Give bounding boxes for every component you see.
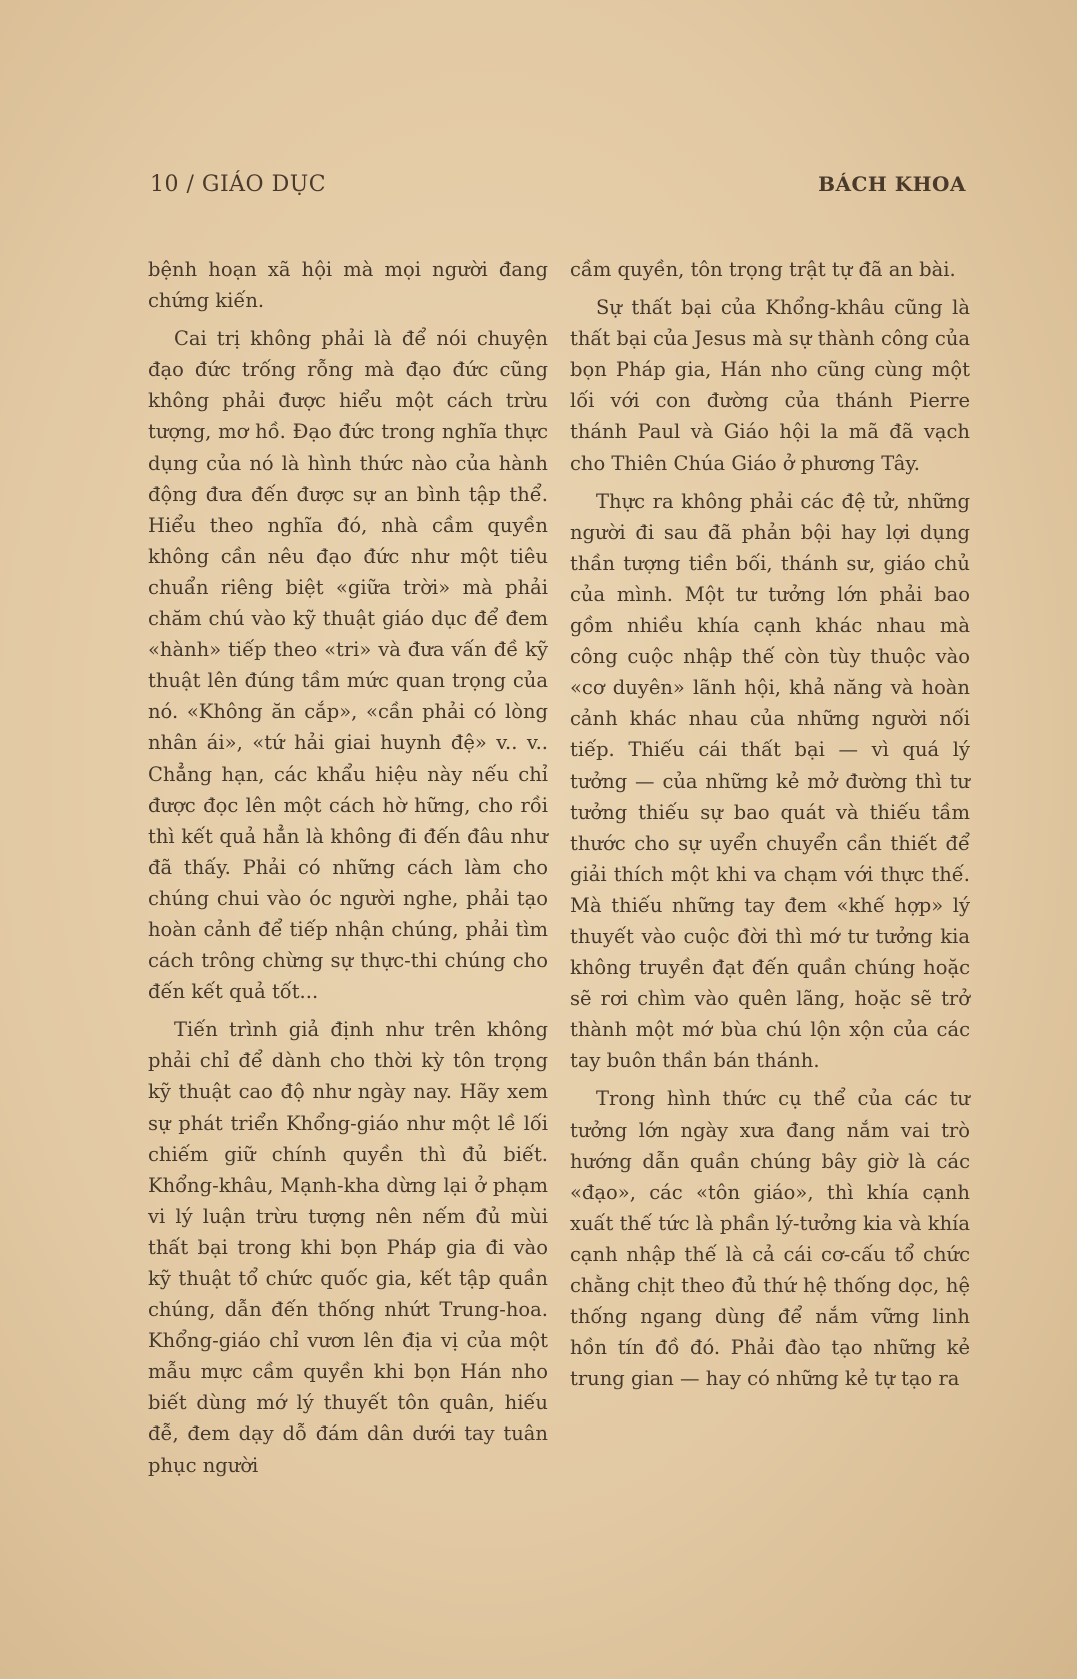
paragraph: Trong hình thức cụ thể của các tư tưởng lớn ngày xưa đang nắm vai trò hướng dẫn quần chúng bây giờ là các «đạo», các «tôn giáo», thì khía cạnh xuất thế tức là phần lý-tưởng kia và khía cạnh nhập thế là cả cái cơ-cấu tổ chức chằng chịt theo đủ thứ hệ thống dọc, hệ thống ngang dùng để nắm vững linh hồn tín đồ đó. Phải đào tạo những kẻ trung gian — hay có những kẻ tự tạo ra	[570, 1087, 970, 1391]
left-column	[148, 254, 548, 1488]
paragraph: Tiến trình giả định như trên không phải chỉ để dành cho thời kỳ tôn trọng kỹ thuật cao độ như ngày nay. Hãy xem sự phát triển Khổng-giáo như một lề lối chiếm giữ chính quyền thì đủ biết. Khổng-khâu, Mạnh-kha dừng lại ở phạm vi lý luận trừu tượng nên nếm đủ mùi thất bại trong khi bọn Pháp gia đi vào kỹ thuật tổ chức quốc gia, kết tập quần chúng, dẫn đến thống nhứt Trung-hoa. Khổng-giáo chỉ vươn lên địa vị của một mẫu mực cầm quyền khi bọn Hán nho biết dùng mớ lý thuyết tôn quân, hiếu đễ, đem dạy dỗ đám dân dưới tay tuân phục người	[148, 1018, 548, 1477]
right-column	[570, 254, 970, 1401]
magazine-title: BÁCH KHOA	[818, 172, 966, 196]
running-header	[150, 172, 966, 197]
paragraph: Cai trị không phải là để nói chuyện đạo đức trống rỗng mà đạo đức cũng không phải được hiểu một cách trừu tượng, mơ hồ. Đạo đức trong nghĩa thực dụng của nó là hình thức nào của hành động đưa đến được sự an bình tập thể. Hiểu theo nghĩa đó, nhà cầm quyền không cần nêu đạo đức như một tiêu chuẩn riêng biệt «giữa trời» mà phải chăm chú vào kỹ thuật giáo dục để đem «hành» tiếp theo «tri» và đưa vấn đề kỹ thuật lên đúng tầm mức quan trọng của nó. «Không ăn cắp», «cần phải có lòng nhân ái», «tứ hải giai huynh đệ» v.. v.. Chẳng hạn, các khẩu hiệu này nếu chỉ được đọc lên một cách hờ hững, cho rồi thì kết quả hẳn là không đi đến đâu như đã thấy. Phải có những cách làm cho chúng chui vào óc người nghe, phải tạo hoàn cảnh để tiếp nhận chúng, phải tìm cách trông chừng sự thực-thi chúng cho đến kết quả tốt...	[148, 327, 548, 1004]
paragraph: Sự thất bại của Khổng-khâu cũng là thất bại của Jesus mà sự thành công của bọn Pháp gia, Hán nho cũng cùng một lối với con đường của thánh Pierre thánh Paul và Giáo hội la mã đã vạch cho Thiên Chúa Giáo ở phương Tây.	[570, 296, 970, 475]
paragraph: Thực ra không phải các đệ tử, những người đi sau đã phản bội hay lợi dụng thần tượng tiền bối, thánh sư, giáo chủ của mình. Một tư tưởng lớn phải bao gồm nhiều khía cạnh khác nhau mà công cuộc nhập thế còn tùy thuộc vào «cơ duyên» lãnh hội, khả năng và hoàn cảnh khác nhau của những người nối tiếp. Thiếu cái thất bại — vì quá lý tưởng — của những kẻ mở đường thì tư tưởng thiếu sự bao quát và thiếu tầm thước cho sự uyển chuyển cần thiết để giải thích một khi va chạm với thực thế. Mà thiếu những tay đem «khế hợp» lý thuyết vào cuộc đời thì mớ tư tưởng kia không truyền đạt đến quần chúng hoặc sẽ rơi chìm vào quên lãng, hoặc sẽ trở thành một mớ bùa chú lộn xộn của các tay buôn thần bán thánh.	[570, 489, 970, 1073]
paragraph: cầm quyền, tôn trọng trật tự đã an bài.	[570, 258, 956, 281]
paragraph: bệnh hoạn xã hội mà mọi người đang chứng kiến.	[148, 258, 548, 313]
page-number-section: 10 / GIÁO DỤC	[150, 172, 327, 197]
